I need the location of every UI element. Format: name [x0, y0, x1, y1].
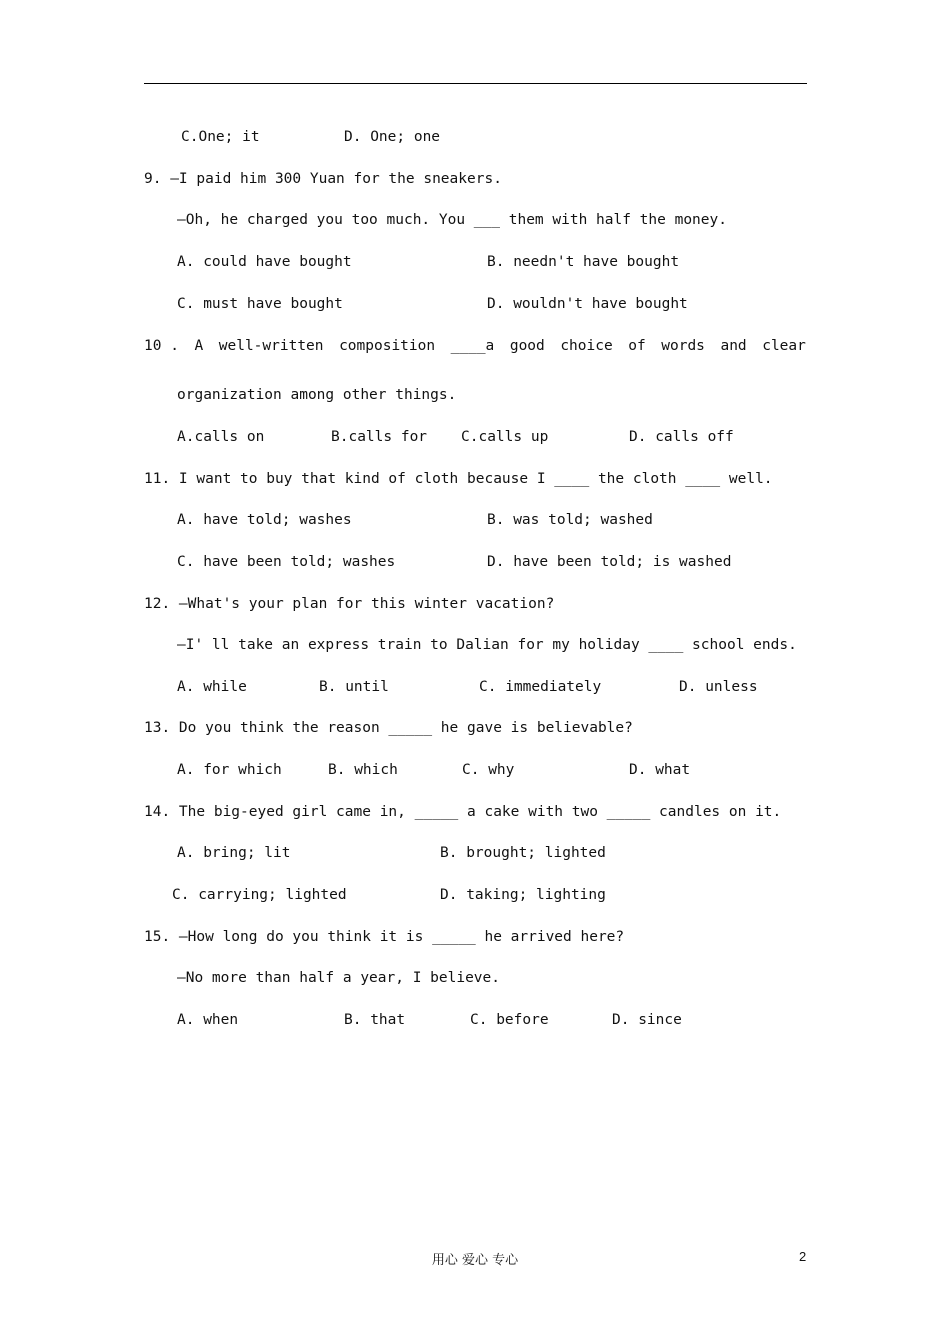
- q13-option-d: D. what: [629, 762, 691, 778]
- q15-option-c: C. before: [470, 1012, 549, 1028]
- q12-stem: 12. —What's your plan for this winter vacation?: [144, 596, 555, 612]
- q8-option-d: D. One; one: [344, 129, 441, 145]
- q8-option-c: C.One; it: [181, 129, 260, 145]
- q9-option-c: C. must have bought: [177, 296, 343, 312]
- q13-option-b: B. which: [328, 762, 398, 778]
- q12-option-d: D. unless: [679, 679, 758, 695]
- q11-option-b: B. was told; washed: [487, 512, 653, 528]
- q10-option-b: B.calls for: [331, 429, 428, 445]
- q15-option-a: A. when: [177, 1012, 239, 1028]
- q10-word: words: [661, 338, 705, 354]
- q9-stem: 9. —I paid him 300 Yuan for the sneakers.: [144, 171, 502, 187]
- q11-option-d: D. have been told; is washed: [487, 554, 732, 570]
- q10-option-a: A.calls on: [177, 429, 265, 445]
- q14-stem: 14. The big-eyed girl came in, _____ a cake with two _____ candles on it.: [144, 804, 782, 820]
- q10-word: clear: [762, 338, 806, 354]
- q13-option-c: C. why: [462, 762, 515, 778]
- q12-option-a: A. while: [177, 679, 247, 695]
- q14-option-b: B. brought; lighted: [440, 845, 606, 861]
- q13-stem: 13. Do you think the reason _____ he gave is believable?: [144, 720, 633, 736]
- q9-dialogue: —Oh, he charged you too much. You ___ them with half the money.: [177, 212, 727, 228]
- q15-option-b: B. that: [344, 1012, 406, 1028]
- footer-motto: 用心 爱心 专心: [431, 1253, 519, 1268]
- q14-option-c: C. carrying; lighted: [172, 887, 347, 903]
- q10-word: choice: [560, 338, 613, 354]
- q14-option-d: D. taking; lighting: [440, 887, 606, 903]
- q10-word: A: [194, 338, 204, 354]
- q10-stem: [144, 337, 806, 355]
- q12-option-b: B. until: [319, 679, 389, 695]
- q12-option-c: C. immediately: [479, 679, 602, 695]
- q11-option-a: A. have told; washes: [177, 512, 352, 528]
- q10-stem-continued: organization among other things.: [177, 387, 457, 403]
- q9-option-d: D. wouldn't have bought: [487, 296, 688, 312]
- q14-option-a: A. bring; lit: [177, 845, 291, 861]
- q11-option-c: C. have been told; washes: [177, 554, 396, 570]
- header-rule: [144, 83, 807, 84]
- page-number: 2: [799, 1249, 807, 1264]
- q15-dialogue: —No more than half a year, I believe.: [177, 970, 501, 986]
- q12-dialogue: —I' ll take an express train to Dalian for my holiday ____ school ends.: [177, 637, 797, 653]
- q15-option-d: D. since: [612, 1012, 682, 1028]
- q10-blank: ____a: [450, 338, 495, 354]
- q10-word: 10 .: [144, 338, 179, 354]
- q10-word: of: [628, 338, 646, 354]
- q9-option-b: B. needn't have bought: [487, 254, 680, 270]
- q10-word: well-written: [218, 338, 324, 354]
- q10-word: and: [720, 338, 747, 354]
- q10-option-d: D. calls off: [629, 429, 734, 445]
- q10-word: composition: [339, 338, 436, 354]
- q10-option-c: C.calls up: [461, 429, 549, 445]
- q11-stem: 11. I want to buy that kind of cloth because I ____ the cloth ____ well.: [144, 471, 773, 487]
- q15-stem: 15. —How long do you think it is _____ he arrived here?: [144, 929, 625, 945]
- q9-option-a: A. could have bought: [177, 254, 352, 270]
- q13-option-a: A. for which: [177, 762, 282, 778]
- q10-word: good: [509, 338, 545, 354]
